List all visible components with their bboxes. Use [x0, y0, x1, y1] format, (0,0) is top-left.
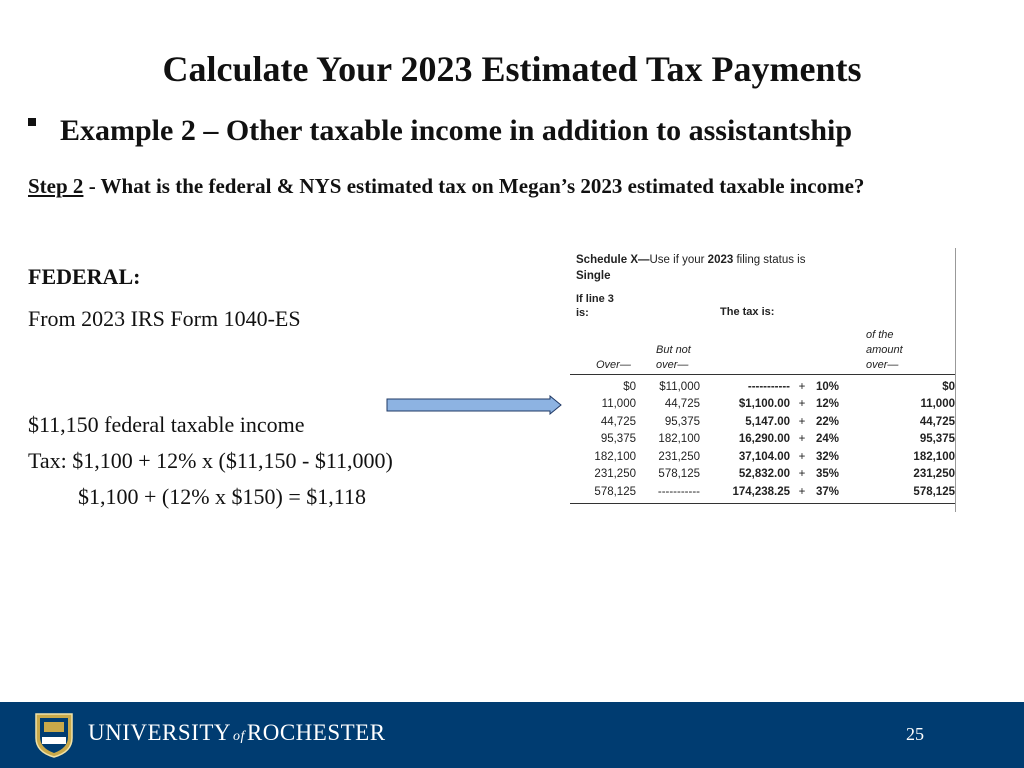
- step-question: [28, 172, 978, 200]
- wordmark-of: of: [233, 729, 245, 744]
- if-line-2: is:: [576, 307, 589, 319]
- schedule-table: [570, 378, 955, 501]
- table-row: [570, 378, 955, 396]
- cell-plus: +: [798, 468, 806, 481]
- table-row: [570, 466, 955, 484]
- if-line-label: [576, 292, 614, 320]
- cell-amount-over: 44,725: [919, 415, 955, 428]
- cell-amount-over: 182,100: [913, 450, 955, 463]
- cell-base: $1,100.00: [738, 398, 790, 411]
- schedule-title-end: filing status is: [733, 254, 806, 266]
- tax-calc-line-1: Tax: $1,100 + 12% x ($11,150 - $11,000): [28, 448, 393, 473]
- tax-rate-schedule: [570, 248, 958, 512]
- col-over-header: Over—: [596, 359, 631, 371]
- cell-plus: +: [798, 433, 806, 446]
- cell-rate: 10%: [816, 380, 840, 393]
- cell-plus: +: [798, 415, 806, 428]
- cell-rate: 24%: [816, 433, 840, 446]
- col-of-1: of the: [866, 329, 894, 341]
- cell-but-not-over: 231,250: [658, 450, 700, 463]
- cell-over: 95,375: [600, 433, 636, 446]
- right-arrow-icon: [386, 395, 562, 415]
- col-of-3: over—: [866, 359, 899, 371]
- cell-amount-over: 11,000: [920, 398, 955, 411]
- slide-title: Calculate Your 2023 Estimated Tax Payments: [162, 49, 862, 89]
- cell-but-not-over: 44,725: [664, 398, 700, 411]
- cell-rate: 37%: [816, 485, 840, 498]
- cell-plus: +: [798, 398, 806, 411]
- table-row: [570, 448, 955, 466]
- cell-over: 11,000: [601, 398, 636, 411]
- income-line: $11,150 federal taxable income: [28, 412, 305, 437]
- table-row: [570, 431, 955, 449]
- cell-rate: 35%: [816, 468, 840, 481]
- square-bullet-icon: [28, 118, 36, 126]
- schedule-bottom-rule: [570, 503, 955, 504]
- cell-over: 182,100: [594, 450, 636, 463]
- col-amount-over-header: [866, 328, 903, 373]
- page-number: 25: [906, 724, 924, 744]
- university-wordmark: [88, 720, 386, 746]
- schedule-title-bold: Schedule X—: [576, 254, 650, 266]
- cell-over: $0: [623, 380, 636, 393]
- cell-plus: +: [798, 380, 806, 393]
- cell-but-not-over: 578,125: [658, 468, 700, 481]
- bullet-text: Example 2 – Other taxable income in addition to assistantship: [60, 114, 853, 147]
- col-but-not-2: over—: [656, 359, 689, 371]
- cell-rate: 32%: [816, 450, 840, 463]
- col-but-not-1: But not: [656, 344, 691, 356]
- col-of-2: amount: [866, 344, 903, 356]
- schedule-title: [576, 252, 876, 284]
- filing-status: Single: [576, 270, 611, 282]
- schedule-border: [955, 248, 956, 512]
- cell-base: 16,290.00: [738, 433, 790, 446]
- cell-base: 5,147.00: [745, 415, 790, 428]
- cell-but-not-over: 182,100: [658, 433, 700, 446]
- cell-amount-over: 578,125: [913, 485, 955, 498]
- cell-plus: +: [798, 450, 806, 463]
- university-seal-icon: [32, 712, 76, 758]
- schedule-title-rest: Use if your: [649, 254, 708, 266]
- table-row: [570, 396, 955, 414]
- federal-heading: FEDERAL:: [28, 264, 141, 289]
- tax-calc-line-2: $1,100 + (12% x $150) = $1,118: [78, 484, 366, 509]
- cell-but-not-over: -----------: [657, 485, 700, 498]
- cell-base: -----------: [747, 380, 790, 393]
- wordmark-rochester: ROCHESTER: [246, 720, 386, 745]
- cell-amount-over: $0: [942, 380, 955, 393]
- cell-rate: 12%: [816, 398, 840, 411]
- table-row: [570, 483, 955, 501]
- cell-over: 44,725: [600, 415, 636, 428]
- footer-bar: [0, 702, 1024, 768]
- cell-base: 52,832.00: [738, 468, 790, 481]
- bullet-item: [28, 114, 1008, 148]
- cell-but-not-over: 95,375: [664, 415, 700, 428]
- schedule-header-rule: [570, 374, 955, 375]
- step-text: - What is the federal & NYS estimated tax on Megan’s 2023 estimated taxable income?: [83, 174, 865, 198]
- tax-is-label: The tax is:: [720, 306, 775, 318]
- source-line: From 2023 IRS Form 1040-ES: [28, 306, 301, 331]
- wordmark-university: UNIVERSITY: [88, 720, 231, 745]
- cell-but-not-over: $11,000: [659, 380, 700, 393]
- cell-over: 578,125: [594, 485, 636, 498]
- cell-base: 37,104.00: [738, 450, 790, 463]
- cell-plus: +: [798, 485, 806, 498]
- schedule-title-year: 2023: [707, 254, 734, 266]
- if-line-1: If line 3: [576, 293, 614, 305]
- cell-over: 231,250: [594, 468, 636, 481]
- step-label: Step 2: [28, 174, 84, 198]
- cell-rate: 22%: [816, 415, 840, 428]
- col-but-not-over-header: [656, 343, 691, 373]
- cell-amount-over: 231,250: [913, 468, 955, 481]
- table-row: [570, 413, 955, 431]
- cell-base: 174,238.25: [732, 485, 790, 498]
- cell-amount-over: 95,375: [919, 433, 955, 446]
